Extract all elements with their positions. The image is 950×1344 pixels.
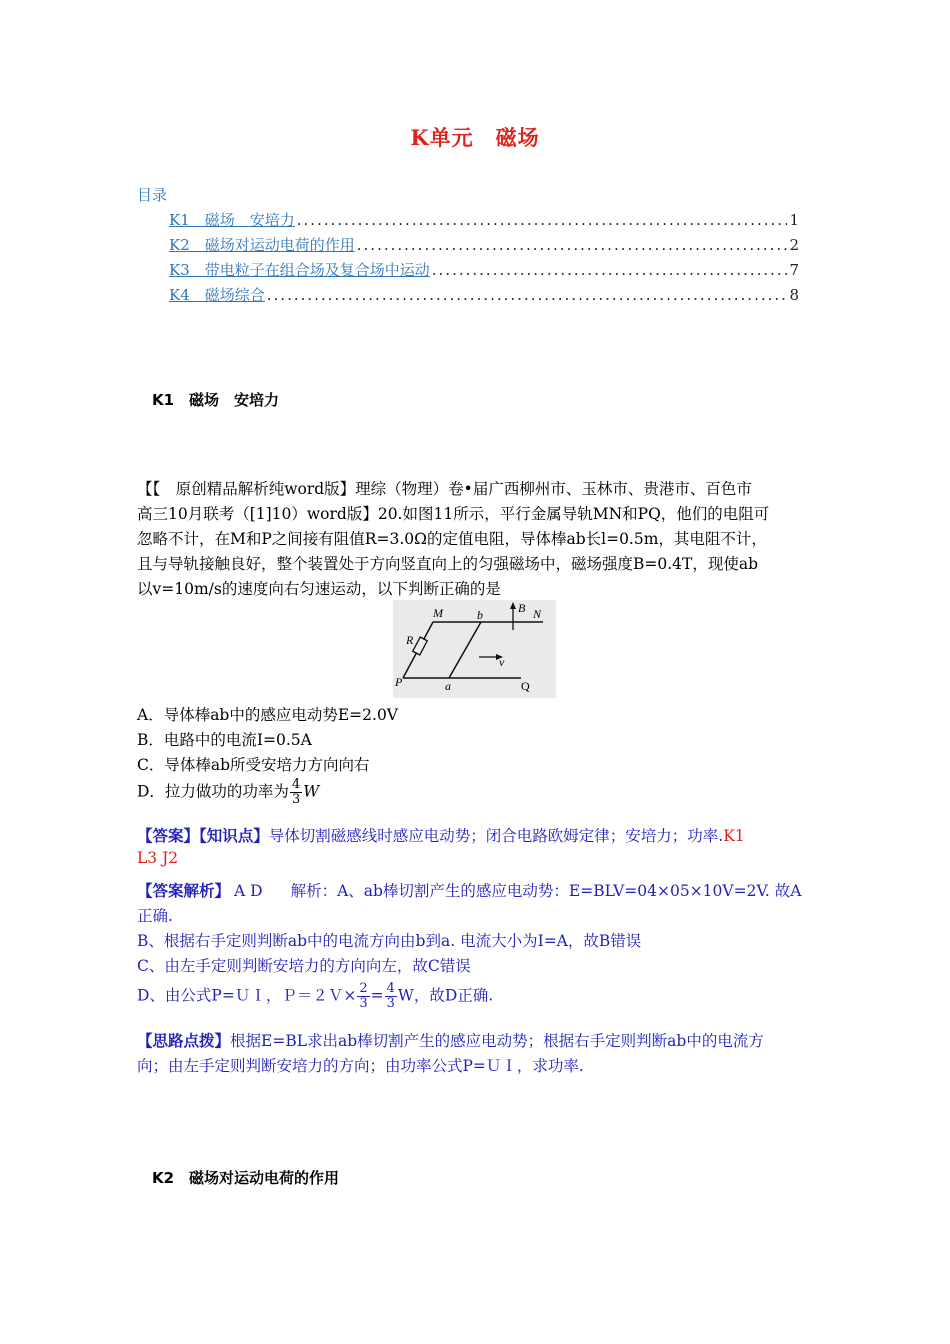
label-n: N bbox=[533, 607, 542, 621]
toc-heading: 目录 bbox=[137, 186, 168, 204]
toc-entry-k3[interactable] bbox=[169, 259, 799, 279]
document-title: K单元 磁场 bbox=[410, 125, 540, 150]
label-b: b bbox=[477, 608, 483, 622]
option-c: C．导体棒ab所受安培力方向向右 bbox=[137, 756, 370, 774]
circuit-figure bbox=[393, 600, 556, 698]
option-d-unit: W bbox=[303, 782, 320, 801]
equals-sign: = bbox=[370, 986, 384, 1005]
answer-line bbox=[137, 824, 745, 846]
hint-label: 【思路点拨】 bbox=[137, 1031, 231, 1050]
option-d-text: D．拉力做功的功率为 bbox=[137, 782, 289, 801]
toc-page-number: 2 bbox=[789, 236, 799, 254]
analysis-line-4-end: W，故D正确. bbox=[397, 986, 494, 1005]
label-q: Q bbox=[521, 679, 530, 693]
hint-line-1 bbox=[137, 1029, 764, 1051]
section-heading-k2: K2 磁场对运动电荷的作用 bbox=[152, 1169, 340, 1187]
fraction bbox=[290, 778, 302, 807]
analysis-line-1b: 正确. bbox=[137, 907, 173, 925]
toc-leader-dots bbox=[432, 261, 788, 279]
fraction-denominator: 3 bbox=[291, 792, 301, 807]
analysis-choice: A D bbox=[234, 882, 263, 900]
hint-text: 根据E=BL求出ab棒切割产生的感应电动势；根据右手定则判断ab中的电流方 bbox=[230, 1032, 764, 1050]
hint-line-2: 向；由左手定则判断安培力的方向；由功率公式P=ＵＩ，求功率. bbox=[137, 1057, 584, 1075]
toc-leader-dots bbox=[297, 211, 788, 229]
field-arrowhead bbox=[510, 602, 516, 609]
toc-leader-dots bbox=[357, 236, 788, 254]
fraction-numerator: 4 bbox=[291, 777, 301, 792]
label-v: v bbox=[499, 655, 505, 669]
question-line: 忽略不计，在M和P之间接有阻值R=3.0Ω的定值电阻，导体棒ab长l=0.5m，其电阻不计， bbox=[137, 530, 767, 548]
toc-link-k1[interactable]: K1 磁场 安培力 bbox=[169, 211, 295, 229]
label-field-b: B bbox=[518, 601, 526, 615]
analysis-line-1 bbox=[137, 879, 801, 901]
analysis-line-4-text: D、由公式P=ＵＩ，Ｐ＝２Ｖ× bbox=[137, 986, 357, 1005]
analysis-line-2: B、根据右手定则判断ab中的电流方向由b到a. 电流大小为I=A，故B错误 bbox=[137, 932, 642, 950]
section-heading-k1: K1 磁场 安培力 bbox=[152, 391, 280, 409]
label-m: M bbox=[433, 606, 443, 620]
toc-leader-dots bbox=[267, 286, 788, 304]
fraction-denominator: 3 bbox=[386, 996, 395, 1011]
analysis-line-3: C、由左手定则判断安培力的方向向左，故C错误 bbox=[137, 957, 471, 975]
fraction-denominator: 3 bbox=[359, 996, 368, 1011]
knowledge-text: 导体切割磁感线时感应电动势；闭合电路欧姆定律；安培力；功率. bbox=[268, 827, 724, 845]
answer-label: 【答案】 bbox=[137, 826, 200, 845]
knowledge-label: 【知识点】 bbox=[199, 826, 269, 845]
knowledge-codes-cont: L3 J2 bbox=[137, 849, 179, 867]
option-b: B．电路中的电流I=0.5A bbox=[137, 731, 312, 749]
analysis-label: 【答案解析】 bbox=[137, 881, 231, 900]
label-r: R bbox=[406, 633, 414, 647]
fraction-numerator: 2 bbox=[359, 981, 368, 996]
question-line: 高三10月联考（[1]10）word版】20.如图11所示，平行金属导轨MN和PQ，他们的电阻可 bbox=[137, 505, 770, 523]
resistor-r bbox=[413, 637, 428, 655]
fraction bbox=[357, 982, 369, 1011]
analysis-line-4 bbox=[137, 982, 493, 1011]
fraction bbox=[385, 982, 397, 1011]
analysis-text: 解析：A、ab棒切割产生的感应电动势：E=BLV=04×05×10V=2V. 故A bbox=[290, 882, 802, 900]
question-text bbox=[137, 477, 817, 602]
toc-page-number: 8 bbox=[789, 286, 799, 304]
label-p: P bbox=[395, 675, 403, 689]
toc-link-k4[interactable]: K4 磁场综合 bbox=[169, 286, 265, 304]
conductor-rod-ab bbox=[449, 622, 481, 678]
toc-page-number: 7 bbox=[789, 261, 799, 279]
option-d bbox=[137, 778, 319, 807]
rail-circuit-diagram bbox=[393, 600, 556, 698]
option-a: A．导体棒ab中的感应电动势E=2.0V bbox=[137, 706, 399, 724]
question-line: 且与导轨接触良好，整个装置处于方向竖直向上的匀强磁场中，磁场强度B=0.4T，现使ab bbox=[137, 555, 759, 573]
label-a: a bbox=[445, 679, 451, 693]
toc-link-k2[interactable]: K2 磁场对运动电荷的作用 bbox=[169, 236, 355, 254]
toc-entry-k2[interactable] bbox=[169, 234, 799, 254]
toc-entry-k4[interactable] bbox=[169, 284, 799, 304]
fraction-numerator: 4 bbox=[386, 981, 395, 996]
question-line: 【【 原创精品解析纯word版】理综（物理）卷•届广西柳州市、玉林市、贵港市、百色市 bbox=[137, 480, 752, 498]
toc-page-number: 1 bbox=[789, 211, 799, 229]
knowledge-codes: K1 bbox=[723, 827, 745, 845]
question-line: 以v=10m/s的速度向右匀速运动，以下判断正确的是 bbox=[137, 580, 501, 598]
toc-entry-k1[interactable] bbox=[169, 209, 799, 229]
toc-link-k3[interactable]: K3 带电粒子在组合场及复合场中运动 bbox=[169, 261, 430, 279]
